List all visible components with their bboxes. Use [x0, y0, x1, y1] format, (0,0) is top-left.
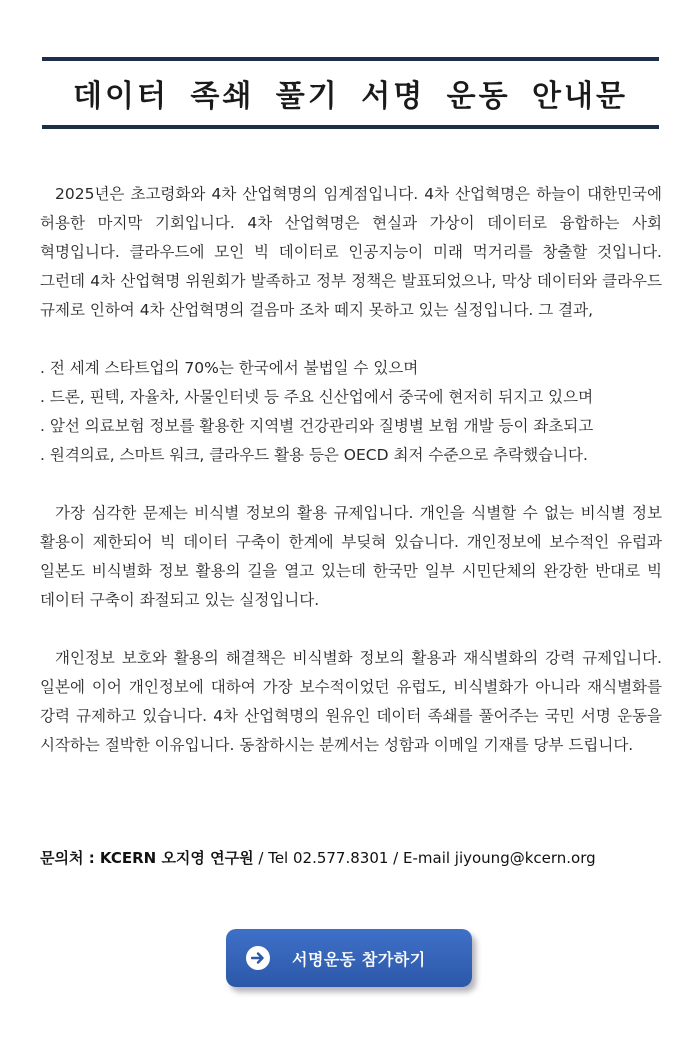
list-item: . 원격의료, 스마트 워크, 클라우드 활용 등은 OECD 최저 수준으로 추락했습니다. [40, 446, 588, 464]
problem-paragraph: 가장 심각한 문제는 비식별 정보의 활용 규제입니다. 개인을 식별할 수 없는 비식별 정보 활용이 제한되어 빅 데이터 구축이 한계에 부딪혀 있습니다. 개인정보에 보수적인 유럽과 일본도 비식별화 정보 활용의 길을 열고 있는데 한국만 일부 시민단체의 완강한 반대로 빅 데이터 구축이 좌절되고 있는 실정입니다. [40, 504, 662, 609]
contact-details: / Tel 02.577.8301 / E-mail jiyoung@kcern.org [253, 849, 596, 867]
join-petition-label: 서명운동 참가하기 [292, 949, 426, 969]
list-item: . 앞선 의료보험 정보를 활용한 지역별 건강관리와 질병별 보험 개발 등이 좌초되고 [40, 417, 594, 435]
join-petition-button[interactable] [226, 929, 472, 987]
notice-body [40, 180, 662, 760]
contact-label: 문의처 : KCERN 오지영 연구원 [40, 849, 254, 867]
title-banner [42, 57, 659, 129]
consequence-list [40, 354, 662, 470]
contact-info [40, 846, 596, 870]
arrow-right-icon [246, 946, 270, 970]
page-title: 데이터 족쇄 풀기 서명 운동 안내문 [73, 79, 628, 114]
spacer [40, 470, 662, 499]
solution-paragraph: 개인정보 보호와 활용의 해결책은 비식별화 정보의 활용과 재식별화의 강력 규제입니다. 일본에 이어 개인정보에 대하여 가장 보수적이었던 유럽도, 비식별화가 아니라 재식별화를 강력 규제하고 있습니다. 4차 산업혁명의 원유인 데이터 족쇄를 풀어주는 국민 서명 운동을 시작하는 절박한 이유입니다. 동참하시는 분께서는 성함과 이메일 기재를 당부 드립니다. [40, 649, 662, 754]
spacer [40, 325, 662, 354]
list-item: . 드론, 핀텍, 자율차, 사물인터넷 등 주요 신산업에서 중국에 현저히 뒤지고 있으며 [40, 388, 594, 406]
spacer [40, 615, 662, 644]
intro-paragraph: 2025년은 초고령화와 4차 산업혁명의 임계점입니다. 4차 산업혁명은 하늘이 대한민국에 허용한 마지막 기회입니다. 4차 산업혁명은 현실과 가상이 데이터로 융합하는 사회 혁명입니다. 클라우드에 모인 빅 데이터로 인공지능이 미래 먹거리를 창출할 것입니다. 그런데 4차 산업혁명 위원회가 발족하고 정부 정책은 발표되었으나, 막상 데이터와 클라우드 규제로 인하여 4차 산업혁명의 걸음마 조차 떼지 못하고 있는 실정입니다. 그 결과, [40, 185, 662, 319]
list-item: . 전 세계 스타트업의 70%는 한국에서 불법일 수 있으며 [40, 359, 419, 377]
